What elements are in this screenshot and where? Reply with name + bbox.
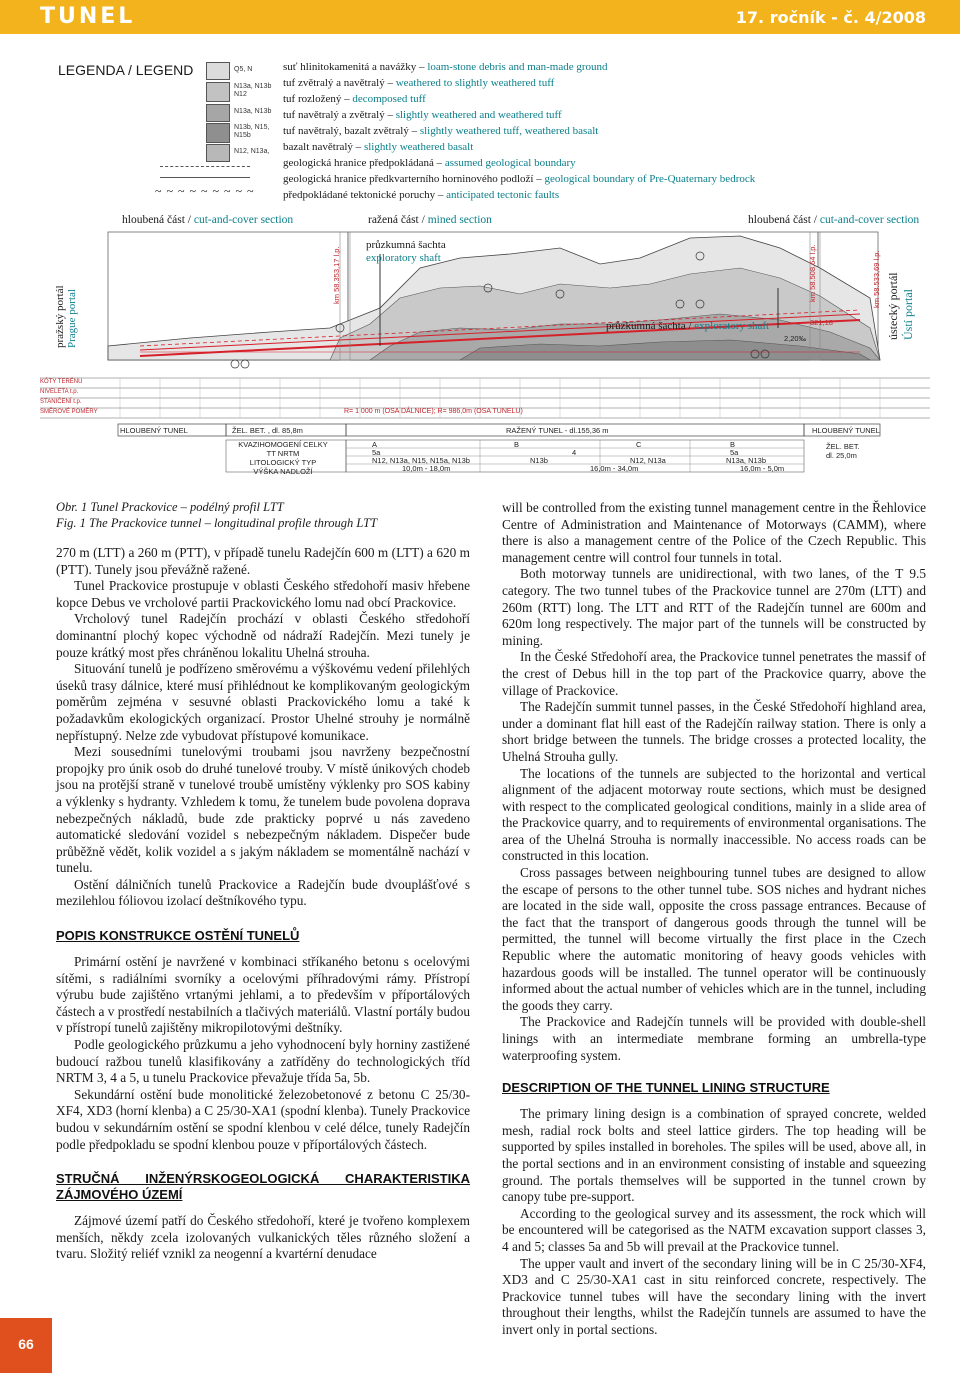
row-label-3: STANIČENÍ t.p.: [40, 399, 82, 405]
tunnel-profile-drawing: [40, 228, 930, 478]
nrtm-5a: 5a: [372, 448, 381, 457]
legend-swatch-1: [206, 62, 230, 80]
legend-boundary-line-2: [160, 177, 250, 178]
prague-portal-label: pražský portál Prague portal: [54, 285, 78, 348]
legend-row-2: tuf zvětralý a navětralý – weathered to slightly weathered tuff: [283, 77, 555, 89]
class-b2: B: [730, 440, 736, 449]
band-cut-cover-right: HLOUBENÝ TUNEL: [812, 426, 880, 435]
cover-2: 16,0m - 34,0m: [590, 464, 639, 473]
section-mid-label: ražená část / mined section: [368, 214, 492, 226]
section-right-label: hloubená část / cut-and-cover section: [748, 214, 920, 226]
paragraph: The locations of the tunnels are subjected to the horizontal and vertical alignment of the adjacent motorway route sections, which must be designed with respect to the complicated geological conditions, mainly in a slide area of the Prackovice quarry, and to requirements of environmental organisations. The area of the Uhelná Strouha is normally inaccessible. No access roads can be constructed in this location.: [502, 765, 926, 864]
paragraph: In the České Středohoří area, the Prackovice tunnel penetrates the massif of the crest of Debus hill in the top part of the Prackovice quarry, above the village of Prackovice.: [502, 649, 926, 698]
paragraph: Both motorway tunnels are unidirectional, with two lanes, of the T 9.5 category. The two tunnel tubes of the Prackovice tunnel are 270m (LTT) and 260m (RTT) long. The LTT and RTT of the Radejčín tunnel are 600m and 620m long respectively. The major part of the tunnels will be constructed by mining.: [502, 566, 926, 648]
legend-row-1: suť hlinitokamenitá a navážky – loam-stone debris and man-made ground: [283, 61, 608, 73]
paragraph: The primary lining design is a combination of sprayed concrete, welded mesh, radial rock bolts and steel lattice girders. The top heading will be supported by spiles installed in boreholes. The spiles will be used, above all, in the portal sections and in an environment consisting of instable and squeezing ground. The portals themselves will be supported in the tunnel crown by canopy tube pre-support.: [502, 1106, 926, 1205]
shaft2-label: průzkumná šachta / exploratory shaft: [606, 320, 770, 332]
legend-row-8: geologická hranice předkvarterního horninového podloží – geological boundary of Pre-Quaternary bedrock: [283, 173, 756, 185]
magazine-logo: TUNEL: [40, 4, 136, 29]
legend-swatch-2: [206, 82, 230, 102]
section-heading: STRUČNÁ INŽENÝRSKOGEOLOGICKÁ CHARAKTERISTIKA ZÁJMOVÉHO ÚZEMÍ: [56, 1171, 470, 1203]
cover-3: 16,0m - 5,0m: [740, 464, 785, 473]
shaft1-label: průzkumná šachta exploratory shaft: [366, 239, 446, 264]
legend-swatch-5: [206, 144, 230, 162]
legend-boundary-line-1: [160, 166, 250, 167]
legend-row-7: geologická hranice předpokládaná – assumed geological boundary: [283, 157, 576, 169]
paragraph: According to the geological survey and its assessment, the rock which will be encountered will be categorised as the NATM excavation support classes 3, 4 and 5; classes 5a and 5b will prevail at the Prackovice tunnel.: [502, 1205, 926, 1254]
paragraph: The Prackovice and Radejčín tunnels will be provided with double-shell linings with an intermediate membrane forming an umbrella-type waterproofing system.: [502, 1014, 926, 1063]
direction-label: R= 1 000 m (OSA DÁLNICE); R= 986,0m (OSA TUNELU): [344, 408, 523, 415]
legend-swatch-4: [206, 123, 230, 143]
section-heading: DESCRIPTION OF THE TUNNEL LINING STRUCTURE: [502, 1080, 830, 1096]
legend-row-4: tuf navětralý a zvětralý – slightly weathered and weathered tuff: [283, 109, 562, 121]
class-c: C: [636, 440, 642, 449]
elevation-label: 321,18: [810, 318, 833, 327]
km-right1-label: km 58.508,64 l.p.: [808, 244, 817, 302]
paragraph: Tunel Prackovice prostupuje v oblasti Českého středohoří masiv hřebene kopce Debus ve vrcholové partii Prackovického lomu nad obcí Prackovice.: [56, 578, 470, 610]
paragraph: Mezi sousedními tunelovými troubami jsou navrženy bezpečnostní propojky pro únik osob do druhé tunelové trouby. V místě únikových chodeb jsou na protější straně v tunelové troubě umístěny výklenky pro SOS kabiny a výklenky s hydranty. Vzhledem k tomu, že tunelem bude povolena doprava nebezpečných nákladů, bude zde prakticky poprvé u nás zavedeno automatické sledování vozidel s nebezpečným nákladem. Dispečer bude průběžně vědět, kolik vozidel a s jakým nákladem se momentálně nachází v tunelu.: [56, 744, 470, 876]
paragraph: Primární ostění je navržené v kombinaci stříkaného betonu s ocelovými sítěmi, s radiálními svorníky a ocelovými příhradovými rámy. Přístropí výrubu bude zajištěno vrtanými jehlami, a to především v příportálových částech a v prostředí nestabilních a tlačivých materiálů. Vlastní portály budou v přístropí tunelů zajištěny mikropilotovými deštníky.: [56, 954, 470, 1036]
issue-label: 17. ročník - č. 4/2008: [735, 8, 926, 27]
km-right2-label: km 58.533,69 l.p.: [872, 250, 881, 308]
figure-caption-en: Fig. 1 The Prackovice tunnel – longitudinal profile through LTT: [56, 516, 378, 530]
legend-swatch-label-1: Q5, N: [234, 66, 253, 73]
paragraph: Vrcholový tunel Radejčín prochází v oblasti Českého středohoří dominantní plochý kopec východně od nádraží Radejčín. Mezi tunely je pouze krátký most přes chráněnou lokalitu Uhelná strouha.: [56, 611, 470, 660]
band-reinforced-left: ŽEL. BET. , dl. 85,8m: [232, 426, 303, 435]
paragraph: The Radejčín summit tunnel passes, in the České Středohoří highland area, under a dominant flat hill east of the Radejčín railway station. There is only a short bridge between the tunnels. The bridge crosses a protected locality, the Uhelná Strouha gully.: [502, 699, 926, 764]
right-column: [502, 500, 926, 1339]
paragraph: will be controlled from the existing tunnel management centre in the Řehlovice Centre of Administration and Maintenance of Motorways (CAMM), where there is also a management centre of the Police of the Czech Republic. This management centre will control four tunnels in total.: [502, 500, 926, 565]
litho-3: N12, N13a: [630, 456, 666, 465]
legend-swatch-label-4: N13b, N15, N15b: [234, 124, 270, 139]
legend-fault-symbol: ~ ~ ~ ~ ~ ~ ~ ~ ~: [155, 184, 255, 198]
section-heading: POPIS KONSTRUKCE OSTĚNÍ TUNELŮ: [56, 928, 300, 944]
band-mined: RAŽENÝ TUNEL - dl.155,36 m: [506, 426, 609, 435]
km-left-label: km 58.353,17 l.p.: [332, 246, 341, 304]
usti-portal-label: ústecký portál Ústí portal: [886, 272, 915, 340]
legend-swatch-label-5: N12, N13a,: [234, 148, 270, 155]
legend-row-6: bazalt navětralý – slightly weathered basalt: [283, 141, 474, 153]
paragraph: Sekundární ostění bude monolitické železobetonové z betonu C 25/30-XF4, XD3 (horní klenba) a C 25/30-XA1 (spodní klenba). Tunely Prackovice budou v sekundárním ostění se spodní klenbou v celé délce, tunely Radejčín podle předpokladu se spodní klenbou pouze v příportálových částech.: [56, 1086, 470, 1152]
slope-label: 2,20‰: [784, 334, 807, 343]
legend-swatch-label-2: N13a, N13b N12: [234, 83, 272, 98]
page-number: 66: [18, 1336, 34, 1352]
band-row-labels: KVAZIHOMOGENÍ CELKY TT NRTM LITOLOGICKÝ TYP VÝŠKA NADLOŽÍ: [238, 440, 328, 476]
left-column: [56, 545, 470, 1263]
row-label-2: NIVELETA t.p.: [40, 389, 79, 395]
legend-title: LEGENDA / LEGEND: [58, 62, 194, 78]
legend-row-5: tuf navětralý, bazalt zvětralý – slightly weathered tuff, weathered basalt: [283, 125, 599, 137]
paragraph: Zájmové území patří do Českého středohoří, které je tvořeno komplexem menších, někdy zcela izolovaných vulkanických těles různého složení a tvaru. Složitý reliéf vznikl za neogenní a kvartérní denudace: [56, 1213, 470, 1262]
band-reinforced-right: ŽEL. BET.: [826, 442, 860, 451]
row-label-4: SMĚROVÉ POMĚRY: [40, 409, 98, 415]
figure-caption-cz: Obr. 1 Tunel Prackovice – podélný profil LTT: [56, 500, 284, 514]
nrtm-4: 4: [572, 448, 577, 457]
legend-swatch-3: [206, 104, 230, 122]
band-reinforced-right-length: dl. 25,0m: [826, 451, 857, 460]
litho-1: N12, N13a, N15, N15a, N13b: [372, 456, 470, 465]
class-a: A: [372, 440, 378, 449]
nrtm-5a-2: 5a: [730, 448, 739, 457]
paragraph: Podle geologického průzkumu a jeho vyhodnocení byly horniny zastižené budoucí ražbou tunelů klasifikovány a zatříděny do technologických tříd NRTM 3, 4 a 5, u tunelu Prackovice převažuje třída 5a, 5b.: [56, 1037, 470, 1086]
row-label-1: KÓTY TERÉNU: [40, 379, 83, 385]
legend-row-9: předpokládané tektonické poruchy – anticipated tectonic faults: [283, 189, 560, 201]
litho-4: N13a, N13b: [726, 456, 767, 465]
paragraph: Cross passages between neighbouring tunnel tubes are designed to allow the escape of persons to the other tunnel tube. SOS niches and hydrant niches are located in the side wall, opposite the cross passage entrances. Because of the fact that the transport of dangerous goods through the tunnel will be permitted, the tunnel will become virtually the first place in the Czech Republic where the automatic monitoring of heavy goods vehicles with hazardous goods will be installed. The tunnel operator will be continuously informed about the actual number of vehicles which are in the tunnel, including the goods they carry.: [502, 865, 926, 1013]
section-left-label: hloubená část / cut-and-cover section: [122, 214, 294, 226]
paragraph: Ostění dálničních tunelů Prackovice a Radejčín bude dvouplášťové s mezilehlou fóliovou izolací deštníkového typu.: [56, 876, 470, 909]
paragraph: Situování tunelů je podřízeno směrovému a výškovému vedení přilehlých úseků trasy dálnice, které musí přihlédnout ke komplikovaným geologickým poměrům zejména v sesuvné oblasti Prackovického lomu a také k požadavkům ekologických organizací. Prostor Uhelné strouhy je normálně nepřístupný. Nelze zde vybudovat přístupové komunikace.: [56, 661, 470, 743]
legend-row-3: tuf rozložený – decomposed tuff: [283, 93, 426, 105]
class-b: B: [514, 440, 520, 449]
band-cut-cover-left: HLOUBENÝ TUNEL: [120, 426, 188, 435]
cover-1: 10,0m - 18,0m: [402, 464, 451, 473]
litho-2: N13b: [530, 456, 548, 465]
legend-swatch-label-3: N13a, N13b: [234, 108, 272, 115]
paragraph: 270 m (LTT) a 260 m (PTT), v případě tunelu Radejčín 600 m (LTT) a 620 m (PTT). Tunely jsou převážně ražené.: [56, 545, 470, 577]
paragraph: The upper vault and invert of the secondary lining will be in C 25/30-XF4, XD3 and C 25/30-XA1 cast in situ reinforced concrete, respectively. The Prackovice tunnel tubes will have the secondary lining with the invert throughout their lengths, whilst the Radejčín tunnels are assumed to have the invert only in portal sections.: [502, 1255, 926, 1337]
